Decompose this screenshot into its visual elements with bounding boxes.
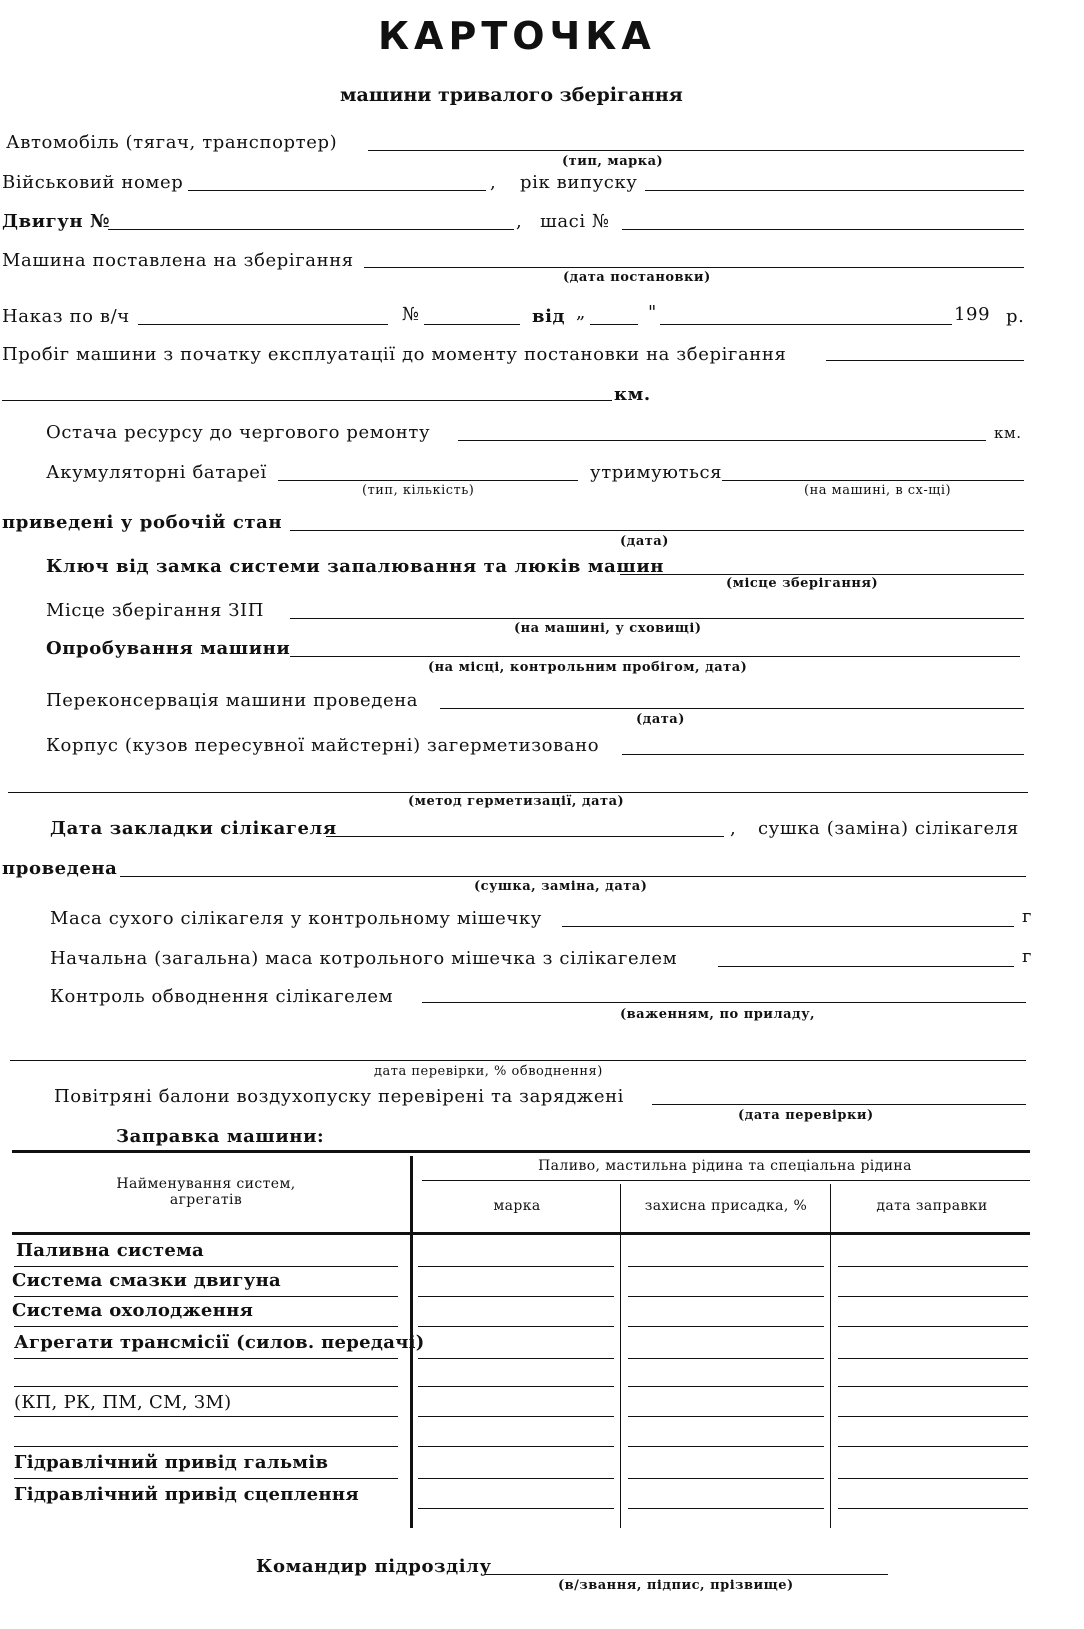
chassis-label: шасі №: [540, 211, 610, 232]
testing-field[interactable]: [290, 656, 1020, 657]
zip-place-hint: (на машині, у сховищі): [514, 621, 702, 636]
refuel-heading: Заправка машини:: [116, 1126, 325, 1147]
row-line: [14, 1326, 398, 1327]
row-line: [14, 1446, 398, 1447]
cell-line[interactable]: [418, 1478, 614, 1479]
military-number-label: Військовий номер: [2, 172, 184, 193]
water-control-label: Контроль обводнення сілікагелем: [50, 986, 394, 1007]
order-year-suffix: р.: [1006, 306, 1025, 327]
cell-line[interactable]: [418, 1416, 614, 1417]
row-line: [14, 1416, 398, 1417]
page-subtitle: машини тривалого зберігання: [340, 84, 683, 106]
resource-unit: км.: [994, 424, 1022, 442]
water-control-field-b[interactable]: [10, 1060, 1026, 1061]
initial-mass-unit: г: [1022, 946, 1033, 967]
cell-line[interactable]: [838, 1358, 1028, 1359]
working-state-hint: (дата): [620, 534, 669, 549]
year-field[interactable]: [645, 190, 1024, 191]
silica-comma: ,: [730, 818, 737, 839]
commander-field[interactable]: [484, 1574, 888, 1575]
batteries-kept-field[interactable]: [722, 480, 1024, 481]
cell-line[interactable]: [838, 1508, 1028, 1509]
done-hint: (сушка, заміна, дата): [474, 879, 648, 894]
row-line: [14, 1266, 398, 1267]
table-top-border: [12, 1150, 1030, 1153]
order-quote-open: „: [576, 302, 586, 323]
col-date-header: дата заправки: [876, 1198, 988, 1214]
order-unit-field[interactable]: [138, 324, 388, 325]
table-divider-1: [620, 1184, 621, 1528]
cell-line[interactable]: [628, 1386, 824, 1387]
silica-date-field[interactable]: [326, 836, 724, 837]
table-header-border: [12, 1232, 1030, 1235]
cell-line[interactable]: [628, 1446, 824, 1447]
working-state-label: приведені у робочій стан: [2, 512, 283, 533]
silica-date-label: Дата закладки сілікагеля: [50, 818, 337, 839]
silica-drying-label: сушка (заміна) сілікагеля: [758, 818, 1019, 839]
batteries-kept-label: утримуються: [590, 462, 723, 483]
resource-label: Остача ресурсу до чергового ремонту: [46, 422, 431, 443]
col-additive-header: захисна присадка, %: [644, 1198, 808, 1214]
row-gearbox-list: (КП, РК, ПМ, СМ, ЗМ): [14, 1392, 232, 1413]
year-label: рік випуску: [520, 172, 638, 193]
body-sealed-field-b[interactable]: [8, 792, 1028, 793]
col-systems-header: Найменування систем, агрегатів: [116, 1176, 296, 1208]
dry-mass-unit: г: [1022, 906, 1033, 927]
comma-1: ,: [490, 172, 497, 193]
engine-field[interactable]: [108, 229, 514, 230]
done-label: проведена: [2, 858, 118, 879]
order-month-field[interactable]: [660, 324, 952, 325]
cell-line[interactable]: [838, 1266, 1028, 1267]
chassis-field[interactable]: [622, 229, 1024, 230]
order-day-field[interactable]: [590, 324, 638, 325]
batteries-hint: (тип, кількість): [362, 483, 475, 498]
zip-place-label: Місце зберігання ЗІП: [46, 600, 265, 621]
working-state-field[interactable]: [290, 530, 1024, 531]
batteries-kept-hint: (на машині, в сх-щі): [804, 483, 952, 498]
col-brand-header: марка: [493, 1198, 541, 1214]
commander-hint: (в/звання, підпис, прізвище): [558, 1578, 794, 1593]
row-engine-lubrication: Система смазки двигуна: [12, 1270, 282, 1291]
key-hint: (місце зберігання): [726, 576, 879, 591]
order-quote-close: ": [648, 302, 657, 323]
page-title: КАРТОЧКА: [378, 14, 656, 58]
key-field[interactable]: [620, 574, 1024, 575]
mileage-label: Пробіг машини з початку експлуатації до моменту постановки на зберігання: [2, 344, 787, 365]
water-control-field-a[interactable]: [422, 1002, 1026, 1003]
body-sealed-hint: (метод герметизації, дата): [408, 794, 625, 809]
done-field[interactable]: [120, 876, 1026, 877]
represervation-label: Переконсервація машини проведена: [46, 690, 419, 711]
row-line: [14, 1478, 398, 1479]
storage-placed-label: Машина поставлена на зберігання: [2, 250, 354, 271]
cell-line[interactable]: [418, 1326, 614, 1327]
order-number-field[interactable]: [424, 324, 520, 325]
row-line: [14, 1358, 398, 1359]
vehicle-field[interactable]: [368, 150, 1024, 151]
order-label: Наказ по в/ч: [2, 306, 130, 327]
testing-hint: (на місці, контрольним пробігом, дата): [428, 660, 748, 675]
initial-mass-label: Начальна (загальна) маса котрольного мішечка з сілікагелем: [50, 948, 678, 969]
cell-line[interactable]: [628, 1358, 824, 1359]
mileage-field-b[interactable]: [2, 400, 612, 401]
testing-label: Опробування машини: [46, 638, 291, 659]
cell-line[interactable]: [628, 1508, 824, 1509]
order-number-label: №: [402, 304, 420, 325]
represervation-field[interactable]: [440, 708, 1024, 709]
row-line: [14, 1386, 398, 1387]
cell-line[interactable]: [418, 1358, 614, 1359]
engine-label: Двигун №: [2, 211, 111, 232]
water-control-hint-1: (важенням, по приладу,: [620, 1007, 816, 1022]
mileage-unit: км.: [614, 384, 651, 405]
cell-line[interactable]: [418, 1508, 614, 1509]
dry-mass-field[interactable]: [562, 926, 1014, 927]
air-cylinders-label: Повітряні балони воздухопуску перевірені та заряджені: [54, 1086, 625, 1107]
order-year-prefix: 199: [954, 304, 991, 325]
commander-label: Командир підрозділу: [256, 1556, 492, 1577]
cell-line[interactable]: [418, 1446, 614, 1447]
group-header: Паливо, мастильна рідина та спеціальна рідина: [538, 1158, 912, 1174]
military-number-field[interactable]: [188, 190, 486, 191]
cell-line[interactable]: [628, 1266, 824, 1267]
row-clutch-hydraulics: Гідравлічний привід сцеплення: [14, 1484, 359, 1505]
initial-mass-field[interactable]: [718, 966, 1014, 967]
body-sealed-label: Корпус (кузов пересувної майстерні) загерметизовано: [46, 735, 600, 756]
batteries-field[interactable]: [278, 480, 578, 481]
cell-line[interactable]: [628, 1296, 824, 1297]
vehicle-hint: (тип, марка): [562, 154, 664, 169]
key-label: Ключ від замка системи запалювання та люків машин: [46, 556, 665, 577]
row-transmission: Агрегати трансмісії (силов. передачі): [14, 1332, 425, 1353]
comma-2: ,: [516, 211, 523, 232]
storage-placed-hint: (дата постановки): [563, 270, 711, 285]
row-line: [14, 1296, 398, 1297]
represervation-hint: (дата): [636, 712, 685, 727]
resource-field[interactable]: [458, 440, 986, 441]
cell-line[interactable]: [418, 1386, 614, 1387]
cell-line[interactable]: [838, 1446, 1028, 1447]
cell-line[interactable]: [838, 1386, 1028, 1387]
row-fuel-system: Паливна система: [16, 1240, 204, 1261]
air-cylinders-field[interactable]: [652, 1104, 1026, 1105]
cell-line[interactable]: [838, 1478, 1028, 1479]
storage-placed-field[interactable]: [364, 267, 1024, 268]
dry-mass-label: Маса сухого сілікагеля у контрольному мішечку: [50, 908, 542, 929]
water-control-hint-2: дата перевірки, % обводнення): [374, 1064, 603, 1079]
table-group-underline: [422, 1180, 1030, 1181]
cell-line[interactable]: [418, 1266, 614, 1267]
cell-line[interactable]: [838, 1326, 1028, 1327]
row-brake-hydraulics: Гідравлічний привід гальмів: [14, 1452, 329, 1473]
air-cylinders-hint: (дата перевірки): [738, 1108, 874, 1123]
cell-line[interactable]: [418, 1296, 614, 1297]
mileage-field-a[interactable]: [826, 360, 1024, 361]
zip-place-field[interactable]: [290, 618, 1024, 619]
table-divider-2: [830, 1184, 831, 1528]
vehicle-label: Автомобіль (тягач, транспортер): [6, 132, 338, 153]
cell-line[interactable]: [838, 1296, 1028, 1297]
batteries-label: Акумуляторні батареї: [46, 462, 267, 483]
cell-line[interactable]: [628, 1416, 824, 1417]
cell-line[interactable]: [628, 1478, 824, 1479]
body-sealed-field-a[interactable]: [622, 754, 1024, 755]
cell-line[interactable]: [838, 1416, 1028, 1417]
row-cooling-system: Система охолодження: [12, 1300, 254, 1321]
order-from-label: від: [532, 306, 566, 327]
cell-line[interactable]: [628, 1326, 824, 1327]
